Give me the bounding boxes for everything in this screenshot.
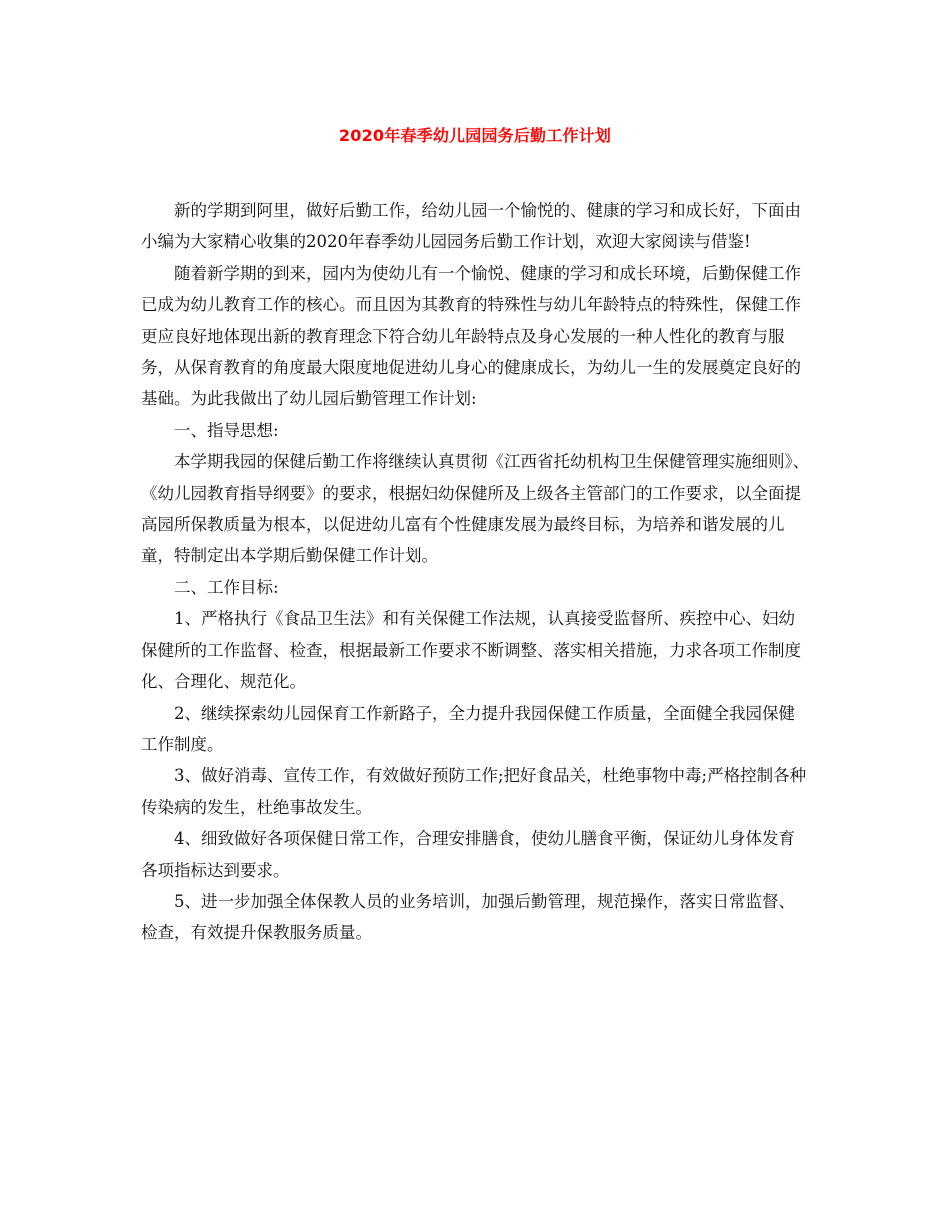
goal-item-4: 4、细致做好各项保健日常工作，合理安排膳食，使幼儿膳食平衡，保证幼儿身体发育各项指标达到要求。: [141, 829, 795, 880]
goal-item-2: 2、继续探索幼儿园保育工作新路子，全力提升我园保健工作质量，全面健全我园保健工作制度。: [141, 703, 795, 754]
document-title: 2020年春季幼儿园园务后勤工作计划: [338, 126, 612, 145]
paragraph-guiding-ideology: 本学期我园的保健后勤工作将继续认真贯彻《江西省托幼机构卫生保健管理实施细则》、《幼儿园教育指导纲要》的要求，根据妇幼保健所及上级各主管部门的工作要求，以全面提高园所保教质量为根本，以促进幼儿富有个性健康发展为最终目标，为培养和谐发展的儿童，特制定出本学期后勤保健工作计划。: [141, 452, 810, 566]
goal-item-3: 3、做好消毒、宣传工作，有效做好预防工作;把好食品关，杜绝事物中毒;严格控制各种传染病的发生，杜绝事故发生。: [141, 766, 807, 817]
section-heading-work-goals: 二、工作目标:: [174, 577, 279, 597]
goal-item-5: 5、进一步加强全体保教人员的业务培训，加强后勤管理，规范操作，落实日常监督、检查，有效提升保教服务质量。: [141, 891, 795, 943]
section-heading-guiding-ideology: 一、指导思想:: [174, 420, 279, 440]
document-body: [141, 195, 811, 949]
paragraph-background: 随着新学期的到来，园内为使幼儿有一个愉悦、健康的学习和成长环境，后勤保健工作已成为幼儿教育工作的核心。而且因为其教育的特殊性与幼儿年龄特点的特殊性，保健工作更应良好地体现出新的教育理念下符合幼儿年龄特点及身心发展的一种人性化的教育与服务，从保育教育的角度最大限度地促进幼儿身心的健康成长，为幼儿一生的发展奠定良好的基础。为此我做出了幼儿园后勤管理工作计划:: [141, 263, 801, 409]
paragraph-intro: 新的学期到阿里，做好后勤工作，给幼儿园一个愉悦的、健康的学习和成长好，下面由小编为大家精心收集的2020年春季幼儿园园务后勤工作计划，欢迎大家阅读与借鉴!: [141, 201, 801, 252]
goal-item-1: 1、严格执行《食品卫生法》和有关保健工作法规，认真接受监督所、疾控中心、妇幼保健所的工作监督、检查，根据最新工作要求不断调整、落实相关措施，力求各项工作制度化、合理化、规范化。: [141, 609, 801, 692]
